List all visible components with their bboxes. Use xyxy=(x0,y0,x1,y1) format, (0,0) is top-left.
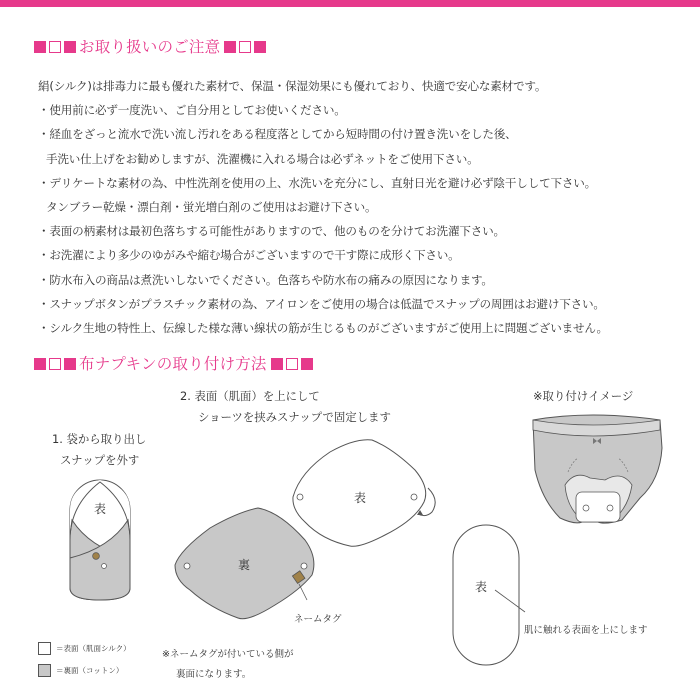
section-title: 布ナプキンの取り付け方法 xyxy=(79,355,267,373)
care-line: ・シルク生地の特性上、伝線した様な薄い線状の筋が生じるものがございますがご使用上に問題ございません。 xyxy=(38,320,608,335)
front-label: 表 xyxy=(475,580,488,594)
care-line: ・防水布入の商品は煮洗いしないでください。色落ちや防水布の痛みの原因になります。 xyxy=(38,272,493,287)
shorts-illustration xyxy=(533,415,662,523)
name-tag-label: ネームタグ xyxy=(294,614,342,625)
step2-label: ショーツを挟みスナップで固定します xyxy=(198,410,391,424)
care-line: ・デリケートな素材の為、中性洗剤を使用の上、水洗いを充分にし、直射日光を避け必ず陰干しして下さい。 xyxy=(38,175,597,190)
front-label: 表 xyxy=(354,491,367,505)
step1-label: スナップを外す xyxy=(60,453,140,467)
step1-label: 1. 袋から取り出し xyxy=(52,432,147,446)
care-line: ・使用前に必ず一度洗い、ご自分用としてお使いください。 xyxy=(38,103,346,118)
care-line: 手洗い仕上げをお勧めしますが、洗濯機に入れる場合は必ずネットをご使用下さい。 xyxy=(46,151,479,166)
legend-swatch-front xyxy=(38,642,51,655)
care-line: ・表面の柄素材は最初色落ちする可能性がありますので、他のものを分けてお洗濯下さい。 xyxy=(38,224,505,239)
care-line: ・スナップボタンがプラスチック素材の為、アイロンをご使用の場合は低温でスナップの周囲はお避け下さい。 xyxy=(38,296,605,311)
pad-unfolded-illustration xyxy=(453,525,525,665)
care-line: ・経血をざっと流水で洗い流し汚れをある程度落としてから短時間の付け置き洗いをした後、 xyxy=(38,127,517,142)
section-title: お取り扱いのご注意 xyxy=(79,38,221,56)
care-line: ・お洗濯により多少のゆがみや縮む場合がございますので干す際に成形く下さい。 xyxy=(38,248,460,263)
tag-note-line: 裏面になります。 xyxy=(176,669,252,680)
step2-label: 2. 表面（肌面）を上にして xyxy=(180,389,320,403)
back-label: 裏 xyxy=(238,558,251,572)
legend-back-label: ＝裏面（コットン） xyxy=(56,666,124,675)
front-label: 表 xyxy=(94,502,107,516)
legend-swatch-back xyxy=(38,664,51,677)
folded-pad-illustration xyxy=(70,480,130,600)
legend-front-label: ＝表面（肌面シルク） xyxy=(56,644,131,653)
skin-side-label: 肌に触れる表面を上にします xyxy=(524,625,648,636)
care-line: 絹(シルク)は排毒力に最も優れた素材で、保温・保湿効果にも優れており、快適で安心な素材です。 xyxy=(38,79,547,93)
care-line: タンブラー乾燥・漂白剤・蛍光増白剤のご使用はお避け下さい。 xyxy=(46,199,377,214)
tag-note-line: ※ネームタグが付いている側が xyxy=(162,649,294,660)
image-note-label: ※取り付けイメージ xyxy=(533,389,634,403)
